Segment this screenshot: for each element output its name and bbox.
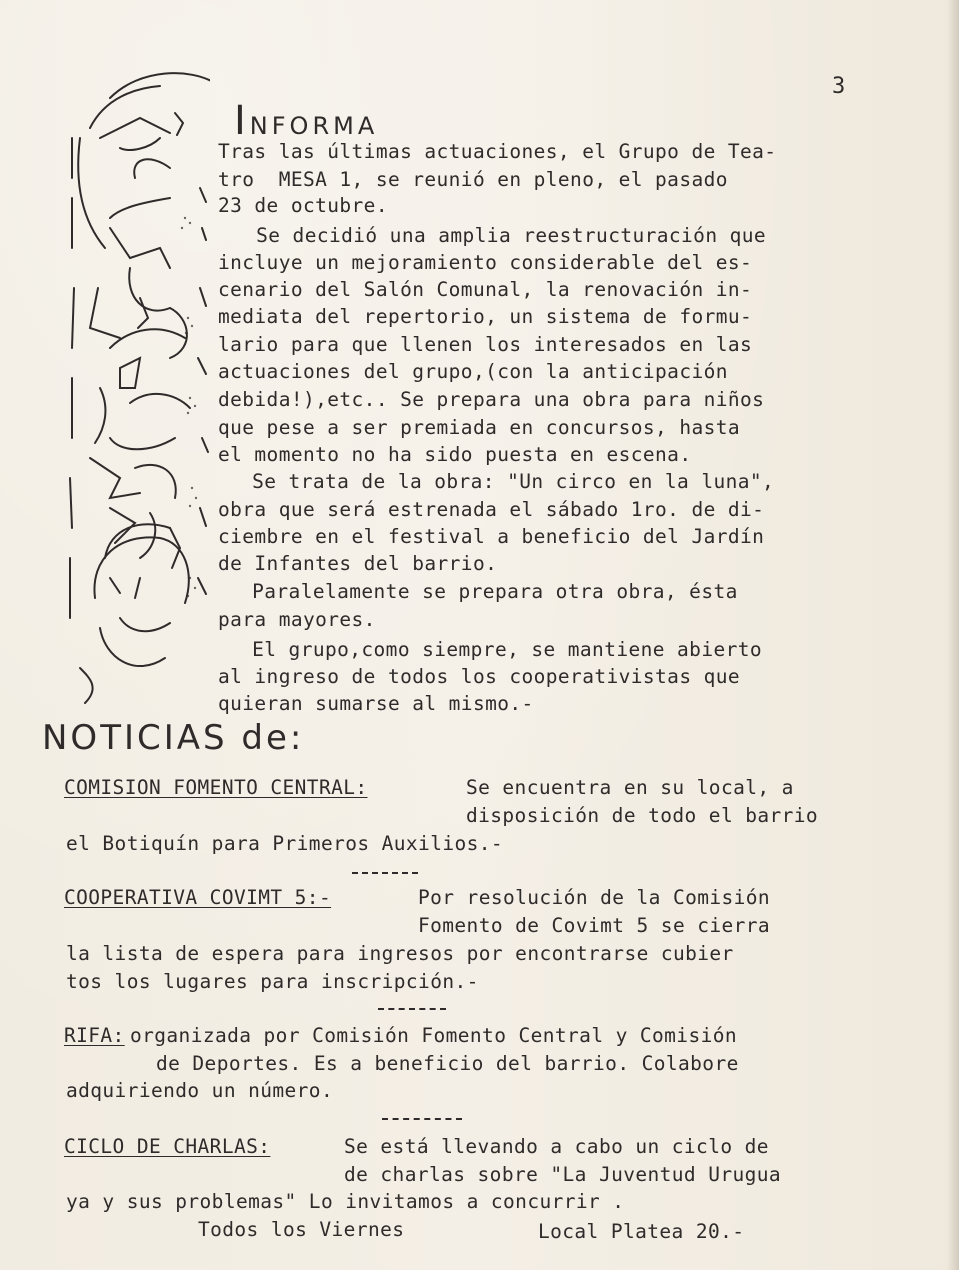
notice-line: Local Platea 20.- [538, 1220, 745, 1243]
informa-line: cenario del Salón Comunal, la renovación in- [218, 278, 753, 301]
informa-line: 23 de octubre. [218, 194, 388, 217]
cooperativa-covimt-title: COOPERATIVA COVIMT 5:- [64, 886, 332, 909]
notice-line: de charlas sobre "La Juventud Urugua [344, 1163, 782, 1186]
notice-line: disposición de todo el barrio [466, 804, 819, 827]
notice-line: Fomento de Covimt 5 se cierra [418, 914, 771, 937]
informa-line: al ingreso de todos los cooperativistas que [218, 665, 741, 688]
notice-line: adquiriendo un número. [66, 1079, 334, 1102]
notice-line: tos los lugares para inscripción.- [66, 970, 479, 993]
paper-edge-shadow [947, 0, 959, 1270]
informa-line: Paralelamente se prepara otra obra, ésta [240, 580, 738, 603]
informa-line: Se decidió una amplia reestructuración que [244, 224, 767, 247]
informa-line: lario para que llenen los interesados en las [218, 333, 753, 356]
informa-line: que pese a ser premiada en concursos, hasta [218, 416, 741, 439]
informa-line: Se trata de la obra: "Un circo en la luna", [240, 470, 775, 493]
informa-line: obra que será estrenada el sábado 1ro. de di- [218, 498, 765, 521]
notice-line: Se está llevando a cabo un ciclo de [344, 1135, 769, 1158]
informa-line: ciembre en el festival a beneficio del Jardín [218, 525, 765, 548]
notice-line: Por resolución de la Comisión [418, 886, 771, 909]
notice-line: Todos los Viernes [198, 1218, 405, 1241]
notice-line: Se encuentra en su local, a [466, 776, 794, 799]
section-divider [352, 872, 418, 874]
comision-fomento-title: COMISION FOMENTO CENTRAL: [64, 776, 368, 799]
section-divider [378, 1008, 446, 1010]
notice-line: ya y sus problemas" Lo invitamos a concurrir . [66, 1190, 625, 1213]
rifa-title: RIFA: [64, 1024, 125, 1047]
notice-line: de Deportes. Es a beneficio del barrio. Colabore [156, 1052, 739, 1075]
informa-line: debida!),etc.. Se prepara una obra para niños [218, 388, 765, 411]
informa-line: incluye un mejoramiento considerable del es- [218, 251, 753, 274]
informa-line: de Infantes del barrio. [218, 552, 498, 575]
informa-line: mediata del repertorio, un sistema de formu- [218, 305, 753, 328]
notice-line: el Botiquín para Primeros Auxilios.- [66, 832, 504, 855]
informa-line: tro MESA 1, se reunió en pleno, el pasado [218, 168, 728, 191]
informa-line: el momento no ha sido puesta en escena. [218, 443, 692, 466]
section-divider [382, 1118, 462, 1120]
hand-drawn-masks-illustration [50, 58, 210, 708]
notice-line: la lista de espera para ingresos por encontrarse cubier [66, 942, 734, 965]
notice-line: organizada por Comisión Fomento Central y Comisión [130, 1024, 737, 1047]
informa-line: El grupo,como siempre, se mantiene abierto [240, 638, 763, 661]
ciclo-charlas-title: CICLO DE CHARLAS: [64, 1135, 271, 1158]
informa-line: para mayores. [218, 608, 376, 631]
informa-line: actuaciones del grupo,(con la anticipación [218, 360, 728, 383]
page-number: 3 [832, 74, 847, 99]
informa-line: quieran sumarse al mismo.- [218, 692, 534, 715]
informa-line: Tras las últimas actuaciones, el Grupo de Tea- [218, 140, 777, 163]
noticias-heading: NOTICIAS de: [42, 718, 305, 758]
informa-heading: INFORMA [234, 98, 379, 144]
